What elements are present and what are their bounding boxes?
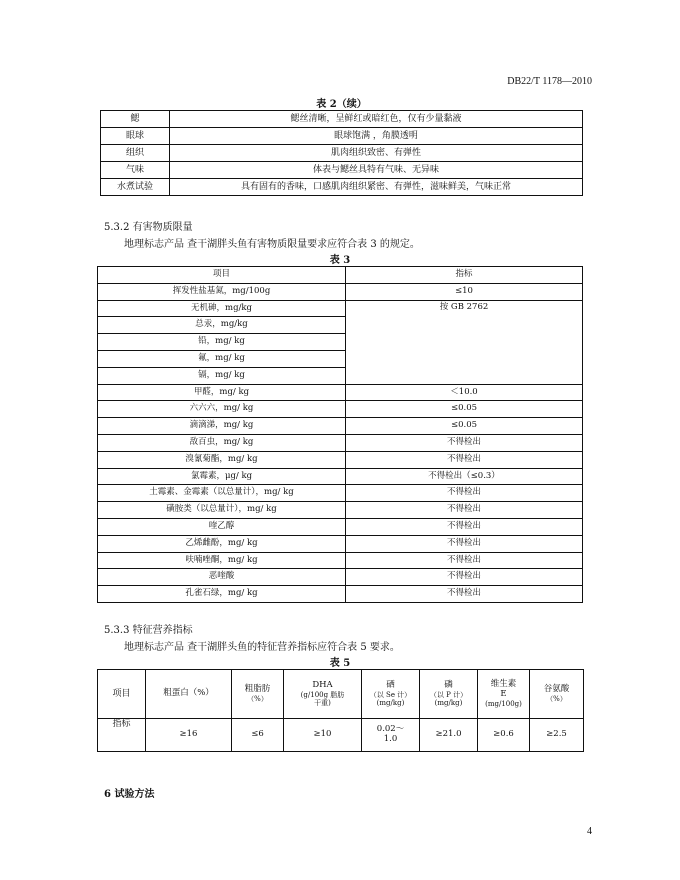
table2 — [100, 110, 583, 196]
header-unit: (mg/kg) — [376, 698, 405, 707]
table-row — [98, 283, 583, 300]
table-row — [98, 719, 584, 752]
table-cell: 气味 — [101, 162, 170, 179]
table-cell: 具有固有的香味，口感肌肉组织紧密、有弹性，滋味鲜美，气味正常 — [170, 179, 583, 196]
table-cell: 敌百虫，mg/ kg — [98, 434, 346, 451]
table-row — [98, 300, 583, 317]
header-label: DHA — [312, 680, 333, 691]
table-cell: 喹乙醇 — [98, 518, 346, 535]
table-cell: 挥发性盐基氮，mg/100g — [98, 283, 346, 300]
table-cell: 不得检出 — [346, 485, 583, 502]
table-header-cell: 项目 — [98, 670, 146, 719]
table-cell — [362, 719, 420, 752]
table-header-row — [98, 670, 584, 719]
table-cell: ≥0.6 — [478, 719, 530, 752]
table-header-cell — [478, 670, 530, 719]
table-row — [98, 535, 583, 552]
section-heading-6: 6 试验方法 — [104, 789, 155, 800]
table-row — [101, 111, 583, 128]
table-cell: 不得检出 — [346, 434, 583, 451]
table3 — [97, 266, 583, 603]
section-text-5-3-3: 地理标志产品 查干湖胖头鱼的特征营养指标应符合表 5 要求。 — [124, 642, 400, 653]
header-label: E — [500, 688, 507, 699]
header-label: 维生素 — [490, 679, 517, 690]
table-cell: ≥10 — [284, 719, 362, 752]
table-header-cell — [420, 670, 478, 719]
page-number: 4 — [587, 826, 592, 837]
table-cell: 呋喃唑酮，mg/ kg — [98, 552, 346, 569]
table-row — [101, 145, 583, 162]
table-cell: 指标 — [98, 719, 146, 752]
table-header-cell — [530, 670, 584, 719]
table-row — [98, 434, 583, 451]
table-cell: 磺胺类（以总量计），mg/ kg — [98, 502, 346, 519]
table-row — [98, 502, 583, 519]
table-cell: 体表与鳃丝具特有气味、无异味 — [170, 162, 583, 179]
table-header-cell — [362, 670, 420, 719]
table-cell: 不得检出 — [346, 586, 583, 603]
table-row — [98, 485, 583, 502]
header-unit: （%） — [546, 694, 567, 703]
table-cell: 鳃 — [101, 111, 170, 128]
table-header-cell: 指标 — [346, 267, 583, 284]
header-label: 粗脂肪 — [244, 684, 271, 695]
table-row — [98, 384, 583, 401]
cell-line: 0.02～ — [376, 724, 405, 735]
table-cell: 总汞，mg/kg — [98, 317, 346, 334]
table-cell: 不得检出 — [346, 451, 583, 468]
section-heading-5-3-2: 5.3.2 有害物质限量 — [104, 222, 193, 233]
table-row — [98, 468, 583, 485]
table-row — [98, 552, 583, 569]
table-cell: ≤10 — [346, 283, 583, 300]
table-cell: 六六六，mg/ kg — [98, 401, 346, 418]
table-cell: ≥21.0 — [420, 719, 478, 752]
table-row — [98, 418, 583, 435]
table-header-cell — [284, 670, 362, 719]
table-row — [101, 162, 583, 179]
table-cell: 孔雀石绿，mg/ kg — [98, 586, 346, 603]
table-cell: 不得检出 — [346, 569, 583, 586]
table-cell: 镉，mg/ kg — [98, 367, 346, 384]
header-label: 谷氨酸 — [543, 684, 570, 695]
header-unit: (mg/100g) — [485, 699, 522, 708]
table-cell: 恶喹酸 — [98, 569, 346, 586]
header-unit: （以 P 计） — [429, 690, 468, 699]
table-cell: 眼球饱满 ，角膜透明 — [170, 128, 583, 145]
table-cell: 氟，mg/ kg — [98, 350, 346, 367]
table-cell: ≥2.5 — [530, 719, 584, 752]
table-cell: 铅，mg/ kg — [98, 334, 346, 351]
table-cell: ≤0.05 — [346, 401, 583, 418]
header-unit: （以 Se 计） — [369, 690, 412, 699]
header-unit: (mg/kg) — [434, 698, 463, 707]
table-cell: 鳃丝清晰，呈鲜红或暗红色，仅有少量黏液 — [170, 111, 583, 128]
table-cell: 不得检出 — [346, 535, 583, 552]
table-row — [101, 128, 583, 145]
table-cell: 甲醛，mg/ kg — [98, 384, 346, 401]
table-cell: ≤0.05 — [346, 418, 583, 435]
table3-caption: 表 3 — [329, 255, 351, 266]
table5-caption: 表 5 — [329, 658, 351, 669]
table-cell: 土霉素、金霉素（以总量计），mg/ kg — [98, 485, 346, 502]
table-cell: 水煮试验 — [101, 179, 170, 196]
table-row — [98, 586, 583, 603]
table-cell: 乙烯雌酚，mg/ kg — [98, 535, 346, 552]
table-row — [98, 401, 583, 418]
table2-caption: 表 2（续） — [316, 99, 367, 110]
table-header-cell: 项目 — [98, 267, 346, 284]
table-header-cell — [232, 670, 284, 719]
header-unit: 干重) — [314, 698, 331, 707]
table-cell: 溴氰菊酯，mg/ kg — [98, 451, 346, 468]
section-text-5-3-2: 地理标志产品 查干湖胖头鱼有害物质限量要求应符合表 3 的规定。 — [124, 239, 420, 250]
table-cell: ≥16 — [146, 719, 232, 752]
table-cell: 肌肉组织致密、有弹性 — [170, 145, 583, 162]
table-cell: 不得检出 — [346, 518, 583, 535]
table-cell: 不得检出 — [346, 502, 583, 519]
table-cell: 不得检出（≤0.3） — [346, 468, 583, 485]
table-cell-merged: 按 GB 2762 — [346, 300, 583, 384]
table-row — [98, 518, 583, 535]
section-heading-5-3-3: 5.3.3 特征营养指标 — [104, 625, 193, 636]
table-cell: ≤6 — [232, 719, 284, 752]
table-cell: 不得检出 — [346, 552, 583, 569]
table-header-row — [98, 267, 583, 284]
table-cell: 组织 — [101, 145, 170, 162]
table-cell: 眼球 — [101, 128, 170, 145]
header-unit: （%） — [247, 694, 268, 703]
header-unit: (g/100g 脂肪 — [300, 690, 345, 699]
table-cell: 滴滴涕，mg/ kg — [98, 418, 346, 435]
table5 — [97, 669, 584, 752]
document-code: DB22/T 1178—2010 — [507, 76, 592, 87]
table-row — [98, 569, 583, 586]
header-label: 硒 — [386, 680, 395, 691]
table-row — [101, 179, 583, 196]
table-cell: 无机砷，mg/kg — [98, 300, 346, 317]
table-row — [98, 451, 583, 468]
header-label: 磷 — [444, 680, 453, 691]
table-cell: ＜10.0 — [346, 384, 583, 401]
table-cell: 氯霉素，μg/ kg — [98, 468, 346, 485]
cell-line: 1.0 — [383, 734, 398, 744]
table-header-cell: 粗蛋白（%） — [146, 670, 232, 719]
